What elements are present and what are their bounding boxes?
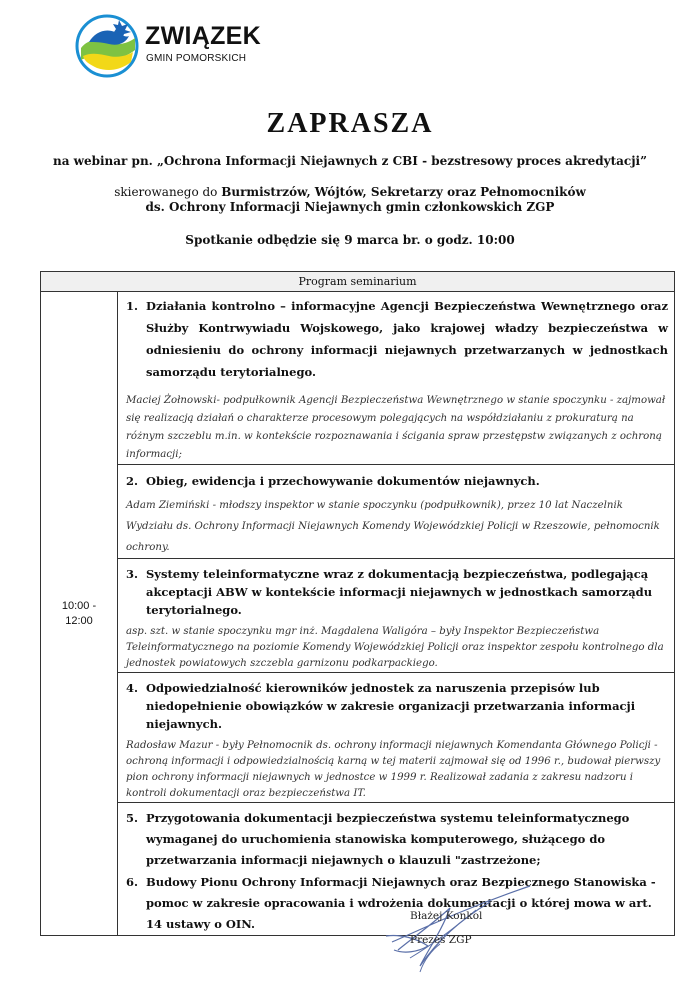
item-speaker: Maciej Żołnowski- podpułkownik Agencji Bezpieczeństwa Wewnętrznego w stanie spoczynku - zajmował się realizacją działań o charakterze procesowym polegających na współdziałaniu z prokuraturą na różnym szczeblu m.in. w kontekście rozpoznawania i ścigania spraw przestępstw związanych z ochroną informacji; (126, 395, 666, 460)
item-number: 2. (126, 474, 139, 488)
item-title: Systemy teleinformatyczne wraz z dokumentacją bezpieczeństwa, podlegającą akceptacji ABW w kontekście informacji niejawnych w jednostkach samorządu terytorialnego. (146, 567, 653, 617)
program-table (40, 271, 675, 936)
item-number: 3. (126, 567, 139, 581)
item-title: Działania kontrolno – informacyjne Agencji Bezpieczeństwa Wewnętrznego oraz Służby Kontrwywiadu Wojskowego, jako krajowej władzy bezpieczeństwa w odniesieniu do ochrony informacji niejawnych przetwarzanych w jednostkach samorządu terytorialnego. (146, 299, 668, 379)
item-title: Budowy Pionu Ochrony Informacji Niejawnych oraz Bezpiecznego Stanowiska - pomoc w zakresie opracowania i wdrożenia dokumentacji o której mowa w art. 14 ustawy o OIN. (146, 875, 656, 931)
audience-line2: ds. Ochrony Informacji Niejawnych gmin członkowskich ZGP (145, 200, 555, 214)
audience-prefix: skierowanego do (114, 185, 222, 199)
program-item (118, 559, 675, 673)
program-item (118, 673, 675, 803)
item-speaker: Radosław Mazur - były Pełnomocnik ds. ochrony informacji niejawnych Komendanta Głównego Policji - ochroną informacji i odpowiedzialnością karną w tej materii zajmował się od 1996 r., budował pierwszy pion ochrony informacji niejawnych w jednostce w 1999 r. Realizował zadania z zakresu nadzoru i kontroli dokumentacji oraz bezpieczeństwa IT. (126, 740, 661, 799)
org-name-line1: ZWIĄZEK (145, 22, 261, 50)
logo-emblem-icon (75, 14, 141, 78)
item-number: 5. (126, 811, 139, 825)
organization-logo (75, 14, 265, 78)
signatory-name: Błażej Konkol (410, 910, 483, 922)
time-start: 10:00 - (61, 599, 97, 612)
time-end: 12:00 (65, 614, 93, 627)
time-cell (41, 292, 118, 936)
item-number: 4. (126, 681, 139, 695)
program-item (118, 292, 675, 465)
program-item (118, 465, 675, 559)
webinar-title: na webinar pn. „Ochrona Informacji Niejawnych z CBI - bezstresowy proces akredytacji” (52, 154, 648, 168)
item-speaker: Adam Ziemiński - młodszy inspektor w stanie spoczynku (podpułkownik), przez 10 lat Naczelnik Wydziału ds. Ochrony Informacji Niejawnych Komendy Wojewódzkiej Policji w Rzeszowie, pełnomocnik ochrony. (126, 500, 660, 553)
item-title: Obieg, ewidencja i przechowywanie dokumentów niejawnych. (146, 474, 540, 488)
meeting-date: Spotkanie odbędzie się 9 marca br. o godz. 10:00 (185, 233, 515, 247)
item-number: 1. (126, 299, 139, 313)
signatory-role: Prezes ZGP (410, 934, 472, 946)
org-name-line2: GMIN POMORSKICH (146, 53, 247, 64)
item-title: Odpowiedzialność kierowników jednostek za naruszenia przepisów lub niedopełnienie obowiązków w zakresie organizacji przetwarzania informacji niejawnych. (146, 681, 636, 731)
signature-scribble-icon (380, 880, 540, 980)
item-speaker: asp. szt. w stanie spoczynku mgr inż. Magdalena Waligóra – były Inspektor Bezpieczeństwa Teleinformatycznego na poziomie Komendy Wojewódzkiej Policji oraz inspektor zespołu kontrolnego dla jednostek powiatowych szczebla garnizonu podkarpackiego. (126, 626, 664, 669)
program-header: Program seminarium (41, 272, 675, 292)
item-title: Przygotowania dokumentacji bezpieczeństwa systemu teleinformatycznego wymaganej do uruchomienia stanowiska komputerowego, służącego do przetwarzania informacji niejawnych o klauzuli "zastrzeżone; (146, 811, 630, 867)
page-title: ZAPRASZA (266, 108, 434, 139)
audience-bold: Burmistrzów, Wójtów, Sekretarzy oraz Pełnomocników (221, 185, 586, 199)
item-number: 6. (126, 875, 139, 889)
audience-line1 (0, 184, 700, 200)
